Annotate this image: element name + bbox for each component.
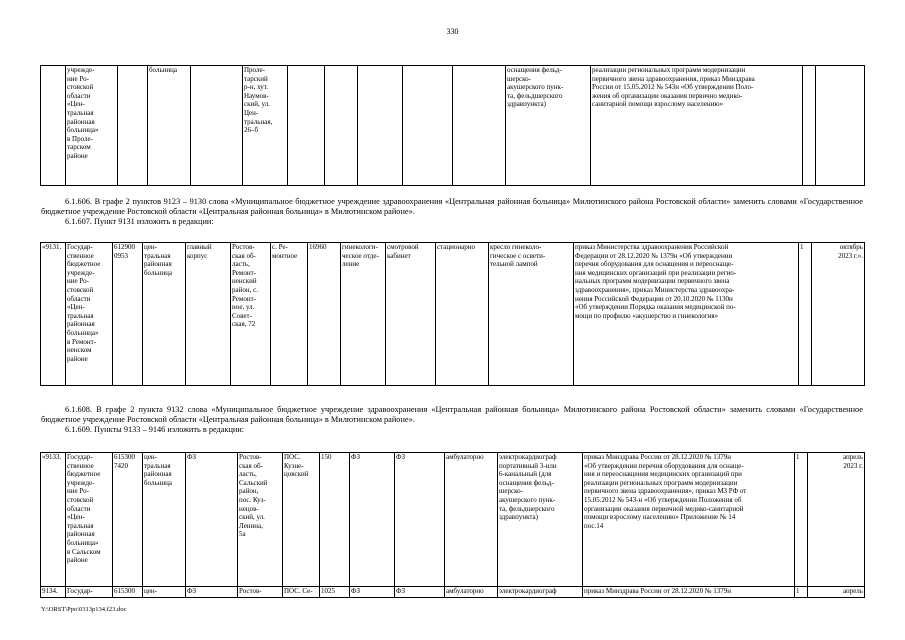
- table-cell: апрель 2023 г.: [808, 453, 865, 587]
- table-cell: ФЗ: [350, 453, 395, 587]
- table-item-9131: [40, 242, 865, 386]
- table-items-9133: [40, 452, 865, 598]
- table-cell: с. Ре- монтное: [271, 243, 308, 386]
- table-cell: октябрь 2023 г.».: [812, 243, 865, 386]
- table-cell: 1025: [320, 587, 350, 598]
- table-cell: смотровой кабинет: [386, 243, 436, 386]
- paragraph: 6.1.608. В графе 2 пункта 9132 слова «Муниципальное бюджетное учреждение здравоохранения «Центральная районная больница» Милютинского района Ростовской области» заменить словами «Государственное бюджетное учреждение Ростовской области «Центральная районная больница» в Милютинском районе».: [41, 405, 863, 424]
- table-row: [41, 243, 865, 386]
- table-cell: приказ Минздрава России от 28.12.2020 № 1379н: [583, 587, 795, 598]
- table-cell: Ростов-: [238, 587, 283, 598]
- table-cell: 1: [795, 453, 808, 587]
- table-cell: цен-: [143, 587, 186, 598]
- table-cell: [288, 66, 325, 186]
- paragraph: 6.1.609. Пункты 9133 – 9146 изложить в редакции:: [65, 425, 245, 434]
- table-cell: ФЗ: [186, 587, 238, 598]
- table-cell: [453, 66, 506, 186]
- table-cell: 615300 7420: [113, 453, 143, 587]
- table-cell: электрокардиограф: [498, 587, 583, 598]
- table-cell: цен- тральная районная больница: [143, 453, 186, 587]
- paragraph: 6.1.607. Пункт 9131 изложить в редакции:: [65, 217, 214, 226]
- table-cell: Государ- ственное бюджетное учрежде- ние Ро- стовской области «Цен- тральная районная больница» в Ремонт- ненском районе: [66, 243, 113, 386]
- table-cell: Государ-: [66, 587, 113, 598]
- table-cell: гинекологи- ческое отде- ление: [341, 243, 386, 386]
- table-cell: приказ Минздрава России от 28.12.2020 № 1379н «Об утверждении перечня оборудования для оснаще- ния и переоснащения медицинских организаций при реализации региональных программ модернизации первичного звена здравоохранения», приказ МЗ РФ от 15.05.2012 № 543-н «Об утверждении Положения об организации оказания первичной медико-санитарной помощи взрослому населению» Приложение № 14 пос.14: [583, 453, 795, 587]
- table-cell: [816, 66, 865, 186]
- table-cell: кресло гинеколо- гическое с освети- тельной лампой: [489, 243, 574, 386]
- table-cell: 150: [320, 453, 350, 587]
- table-cell: «9131.: [41, 243, 66, 386]
- table-cell: 1: [799, 243, 812, 386]
- table-cell: 9134.: [41, 587, 66, 598]
- table-cell: амбулаторно: [445, 587, 498, 598]
- table-cell: ФЗ: [186, 453, 238, 587]
- table-cell: [803, 66, 816, 186]
- table-cell: учрежде- ние Ро- стовской области «Цен- тральная районная больница» в Проле- тарском районе: [66, 66, 118, 186]
- table-row: [41, 453, 865, 587]
- table-row: [41, 587, 865, 598]
- table-cell: 16960: [308, 243, 341, 386]
- table-cell: ПОС. Кузне- цовский: [283, 453, 320, 587]
- table-cell: главный корпус: [186, 243, 231, 386]
- page-number: 330: [446, 27, 459, 36]
- amendment-paragraphs-1: [41, 197, 863, 227]
- table-cell: Ростов- ская об- ласть, Сальский район, пос. Куз- нецов- ский, ул. Ленина, 5а: [238, 453, 283, 587]
- table-cell: оснащения фельд- шерско- акушерского пунк- та, фельдшерского здравпункта): [506, 66, 591, 186]
- table-cell: Проле- тарский р-н, хут. Наумов- ский, ул. Цен- тральная, 26–б: [243, 66, 288, 186]
- table-cell: [41, 66, 66, 186]
- table-cell: ПОС. Се-: [283, 587, 320, 598]
- table-cell: ФЗ: [395, 587, 445, 598]
- table-cell: [191, 66, 243, 186]
- table-cell: ФЗ: [395, 453, 445, 587]
- table-cell: больница: [148, 66, 191, 186]
- table-cell: «9133.: [41, 453, 66, 587]
- table-cell: Ростов- ская об- ласть, Ремонт- ненский район, с. Ремонт- ное, ул. Совет- ская, 72: [231, 243, 271, 386]
- table-cell: цен- тральная районная больница: [143, 243, 186, 386]
- table-cell: Государ- ственное бюджетное учрежде- ние Ро- стовской области «Цен- тральная районная больница» в Сальском районе: [66, 453, 113, 587]
- table-continuation: [40, 65, 865, 186]
- table-row: [41, 66, 865, 186]
- table-cell: [358, 66, 403, 186]
- table-cell: 615300: [113, 587, 143, 598]
- paragraph: 6.1.606. В графе 2 пунктов 9123 – 9130 слова «Муниципальное бюджетное учреждение здравоохранения «Центральная районная больница» Милютинского района Ростовской области» заменить словами «Государственное бюджетное учреждение Ростовской области «Центральная районная больница» в Милютинском районе».: [41, 197, 863, 216]
- table-cell: приказ Министерства здравоохранения Российской Федерации от 28.12.2020 № 1379н «Об утверждении перечня оборудования для оснащения и переоснаще- ния медицинских организаций при реализации регио- нальных программ модернизации первичного звена здравоохранения», приказ Министерства здравоохра- нения Российской Федерации от 20.10.2020 № 1130н «Об утверждении Порядка оказания медицинской по- мощи по профилю «акушерство и гинекология»: [574, 243, 799, 386]
- table-cell: апрель: [808, 587, 865, 598]
- amendment-paragraphs-2: [41, 405, 863, 435]
- table-cell: [325, 66, 358, 186]
- table-cell: [403, 66, 453, 186]
- table-cell: 1: [795, 587, 808, 598]
- table-cell: электрокардиограф портативный 3-или 6-канальный (для оснащения фельд- шерско- акушерского пунк- та, фельдшерского здравпункта): [498, 453, 583, 587]
- table-cell: амбулаторно: [445, 453, 498, 587]
- table-cell: [118, 66, 148, 186]
- table-cell: ФЗ: [350, 587, 395, 598]
- table-cell: 612900 0953: [113, 243, 143, 386]
- table-cell: стационарно: [436, 243, 489, 386]
- footer-file-path: Y:\ORST\Ppo\0313p134.f23.doc: [41, 606, 127, 613]
- table-cell: реализации региональных программ модернизации первичного звена здравоохранения, приказ Минздрава России от 15.05.2012 № 543н «Об утверждении Поло- жения об организации оказания первично медико- санитарной помощи взрослому населению»: [591, 66, 803, 186]
